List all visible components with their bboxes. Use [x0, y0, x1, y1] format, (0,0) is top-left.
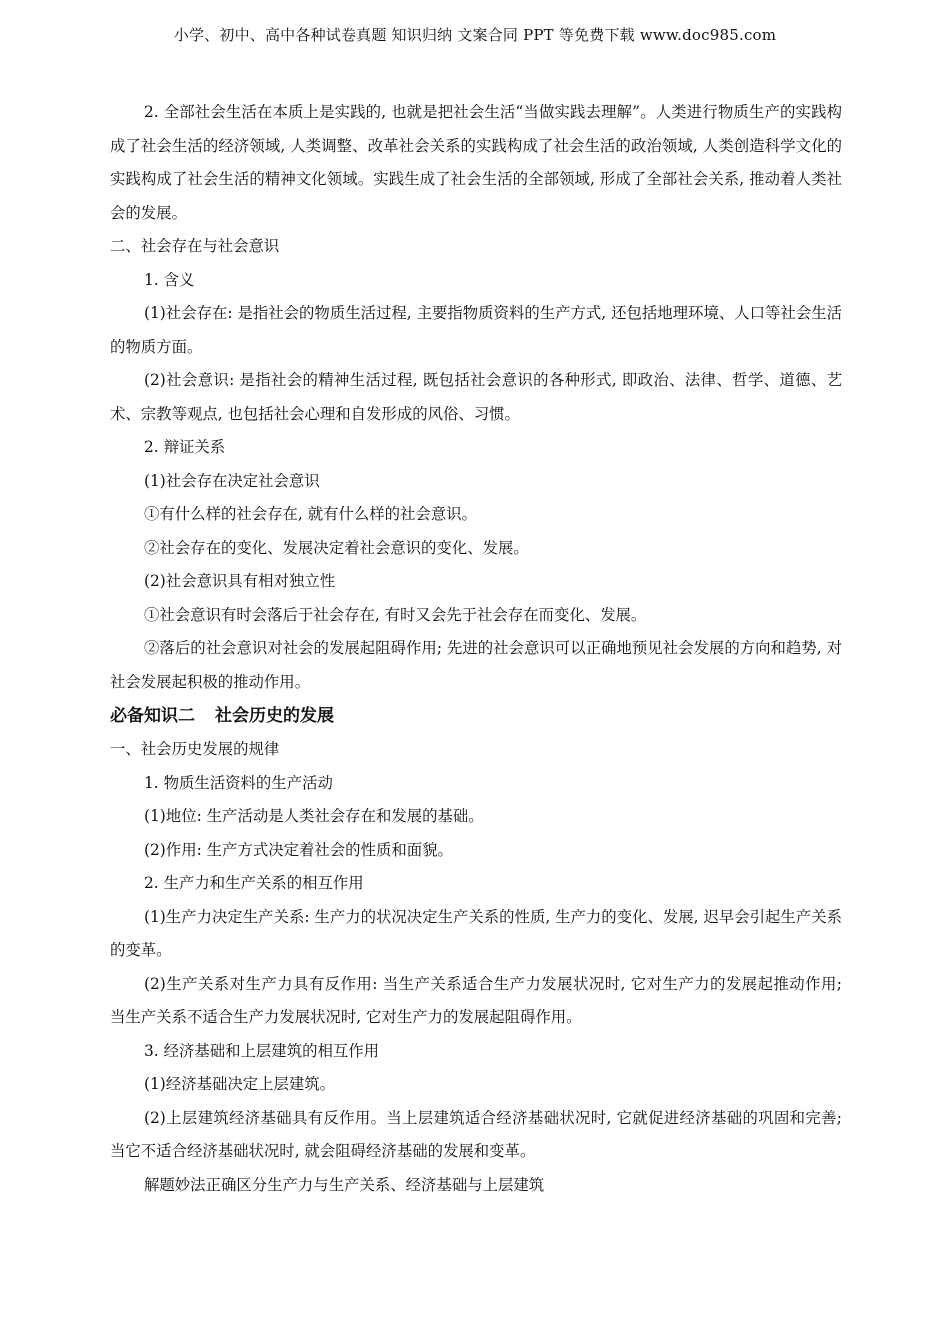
list-item: (2)作用: 生产方式决定着社会的性质和面貌。 — [144, 840, 453, 859]
paragraph-social-existence-def: (1)社会存在: 是指社会的物质生活过程, 主要指物质资料的生产方式, 还包括地理环境、人口等社会生活的物质方面。 — [110, 304, 842, 356]
list-item: ②社会存在的变化、发展决定着社会意识的变化、发展。 — [144, 538, 529, 557]
page-header: 小学、初中、高中各种试卷真题 知识归纳 文案合同 PPT 等免费下载 www.doc985.com — [173, 26, 777, 44]
subheading-production-activity: 1. 物质生活资料的生产活动 — [144, 773, 333, 792]
paragraph-social-practice: 2. 全部社会生活在本质上是实践的, 也就是把社会生活“当做实践去理解”。人类进行物质生产的实践构成了社会生活的经济领域, 人类调整、改革社会关系的实践构成了社会生活的政治领域, 人类创造科学文化的实践构成了社会生活的精神文化领域。实践生成了社会生活的全部领域, 形成了全部社会关系, 推动着人类社会的发展。 — [110, 103, 842, 222]
heading-label: 必备知识二 — [110, 706, 195, 726]
subheading-economic-base: 3. 经济基础和上层建筑的相互作用 — [144, 1041, 380, 1060]
heading-title: 社会历史的发展 — [215, 706, 334, 726]
list-item: (2)生产关系对生产力具有反作用: 当生产关系适合生产力发展状况时, 它对生产力的发展起推动作用; 当生产关系不适合生产力发展状况时, 它对生产力的发展起阻碍作用。 — [110, 974, 842, 1026]
document-body — [110, 96, 842, 1202]
list-item: (1)地位: 生产活动是人类社会存在和发展的基础。 — [144, 807, 484, 825]
section-title-history-laws: 一、社会历史发展的规律 — [110, 740, 280, 758]
section-title-social-existence: 二、社会存在与社会意识 — [110, 237, 280, 255]
list-item: (1)生产力决定生产关系: 生产力的状况决定生产关系的性质, 生产力的变化、发展, 迟早会引起生产关系的变革。 — [110, 907, 842, 959]
list-item: (1)社会存在决定社会意识 — [144, 471, 320, 490]
subheading-dialectic-relation: 2. 辩证关系 — [144, 438, 226, 456]
list-item: ①社会意识有时会落后于社会存在, 有时又会先于社会存在而变化、发展。 — [144, 605, 647, 624]
section-heading-knowledge-two — [110, 699, 842, 733]
list-item: ②落后的社会意识对社会的发展起阻碍作用; 先进的社会意识可以正确地预见社会发展的方向和趋势, 对社会发展起积极的推动作用。 — [110, 639, 842, 691]
subheading-productive-forces: 2. 生产力和生产关系的相互作用 — [144, 874, 364, 892]
tip-line: 解题妙法正确区分生产力与生产关系、经济基础与上层建筑 — [144, 1175, 545, 1194]
subheading-meaning: 1. 含义 — [144, 270, 195, 289]
paragraph-social-consciousness-def: (2)社会意识: 是指社会的精神生活过程, 既包括社会意识的各种形式, 即政治、法律、哲学、道德、艺术、宗教等观点, 也包括社会心理和自发形成的风俗、习惯。 — [110, 371, 842, 423]
list-item: (1)经济基础决定上层建筑。 — [144, 1075, 336, 1093]
list-item: (2)上层建筑经济基础具有反作用。当上层建筑适合经济基础状况时, 它就促进经济基础的巩固和完善; 当它不适合经济基础状况时, 就会阻碍经济基础的发展和变革。 — [110, 1108, 842, 1160]
list-item: (2)社会意识具有相对独立性 — [144, 572, 336, 590]
list-item: ①有什么样的社会存在, 就有什么样的社会意识。 — [144, 505, 477, 523]
